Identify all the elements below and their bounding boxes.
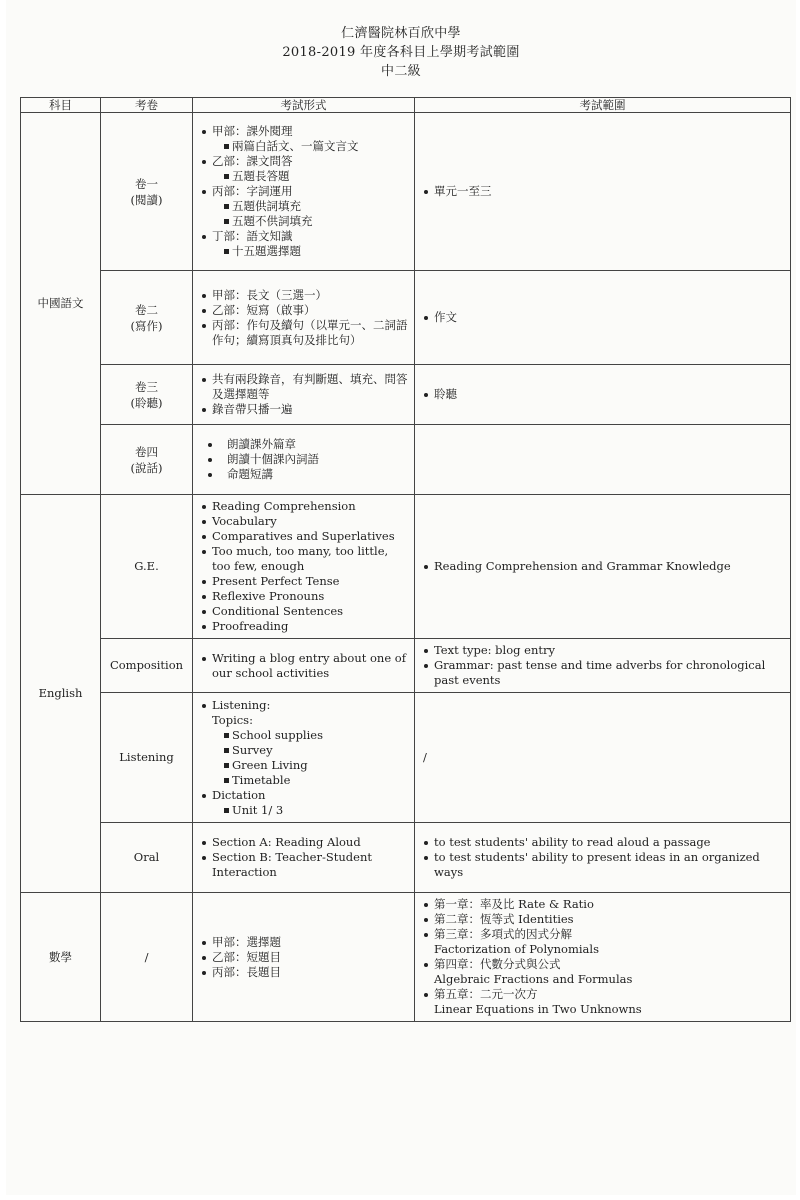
document-header [6, 24, 796, 81]
table-row [21, 823, 791, 893]
table-row [21, 693, 791, 823]
paper-name: 卷三 [135, 379, 158, 394]
subject-math: 數學 [21, 893, 101, 1022]
scope-chinese-4 [415, 425, 791, 495]
format-english-listening [193, 693, 415, 823]
list-item: Too much, too many, too little, too few, enough [201, 544, 408, 574]
format-chinese-1 [193, 113, 415, 271]
school-name: 仁濟醫院林百欣中學 [341, 26, 461, 41]
list-item: 第一章：率及比 Rate & Ratio [423, 897, 784, 912]
paper-english-composition: Composition [101, 639, 193, 693]
list-item: 乙部：短題目 [201, 950, 408, 965]
list-item: Writing a blog entry about one of our school activities [201, 651, 408, 681]
paper-type: (聆聽) [130, 395, 163, 410]
subject-english: English [21, 495, 101, 893]
list-item: Grammar: past tense and time adverbs for chronological past events [423, 658, 784, 688]
subject-chinese: 中國語文 [21, 113, 101, 495]
list-item: 聆聽 [423, 387, 784, 402]
table-row [21, 365, 791, 425]
list-item: 甲部：選擇題 [201, 935, 408, 950]
col-header-scope: 考試範圍 [415, 98, 791, 113]
table-row [21, 271, 791, 365]
paper-chinese-1 [101, 113, 193, 271]
sub-item: 五題長答題 [224, 169, 408, 184]
format-math [193, 893, 415, 1022]
paper-english-oral: Oral [101, 823, 193, 893]
sub-item: School supplies [224, 728, 408, 743]
list-item: 朗讀十個課內詞語 [207, 452, 408, 467]
list-item: 丙部：字詞運用 五題供詞填充 五題不供詞填充 [201, 184, 408, 229]
grade-label: 中二級 [381, 64, 421, 79]
paper-type: (說話) [130, 460, 163, 475]
table-row [21, 893, 791, 1022]
scope-english-ge [415, 495, 791, 639]
list-item: 單元一至三 [423, 184, 784, 199]
paper-chinese-2 [101, 271, 193, 365]
list-item: 第五章：二元一次方 Linear Equations in Two Unknowns [423, 987, 784, 1017]
list-item: 丁部：語文知識 十五題選擇題 [201, 229, 408, 259]
paper-name: 卷二 [135, 302, 158, 317]
list-item: Present Perfect Tense [201, 574, 408, 589]
paper-english-ge: G.E. [101, 495, 193, 639]
document-page [6, 0, 796, 1195]
list-item: Comparatives and Superlatives [201, 529, 408, 544]
paper-type: (寫作) [130, 318, 163, 333]
sub-item: Survey [224, 743, 408, 758]
list-item: 命題短講 [207, 467, 408, 482]
sub-item: 五題供詞填充 [224, 199, 408, 214]
table-row [21, 113, 791, 271]
list-item: 丙部：作句及續句（以單元一、二詞語作句；續寫頂真句及排比句） [201, 318, 408, 348]
sub-item: 十五題選擇題 [224, 244, 408, 259]
list-item: Section A: Reading Aloud [201, 835, 408, 850]
format-chinese-2 [193, 271, 415, 365]
list-item: 錄音帶只播一遍 [201, 402, 408, 417]
list-item: 第四章：代數分式與公式 Algebraic Fractions and Formulas [423, 957, 784, 987]
table-header-row [21, 98, 791, 113]
format-chinese-3 [193, 365, 415, 425]
scope-chinese-2 [415, 271, 791, 365]
paper-type: (閱讀) [130, 192, 163, 207]
list-item: 乙部：課文問答 五題長答題 [201, 154, 408, 184]
list-item: Text type: blog entry [423, 643, 784, 658]
paper-name: 卷一 [135, 176, 158, 191]
list-item: 第三章：多項式的因式分解 Factorization of Polynomials [423, 927, 784, 957]
sub-item: 兩篇白話文、一篇文言文 [224, 139, 408, 154]
paper-chinese-3 [101, 365, 193, 425]
scope-chinese-1 [415, 113, 791, 271]
list-item: 甲部：長文（三選一） [201, 288, 408, 303]
list-item: 乙部：短寫（啟事） [201, 303, 408, 318]
list-item: 作文 [423, 310, 784, 325]
list-item: 第二章：恆等式 Identities [423, 912, 784, 927]
sub-item: Timetable [224, 773, 408, 788]
list-item: Conditional Sentences [201, 604, 408, 619]
table-row [21, 495, 791, 639]
format-english-oral [193, 823, 415, 893]
format-english-ge [193, 495, 415, 639]
format-chinese-4 [193, 425, 415, 495]
document-title: 2018-2019 年度各科目上學期考試範圍 [282, 45, 520, 60]
list-item: Reading Comprehension [201, 499, 408, 514]
col-header-format: 考試形式 [193, 98, 415, 113]
list-item: Vocabulary [201, 514, 408, 529]
exam-syllabus-table [20, 97, 791, 1022]
list-item: 共有兩段錄音，有判斷題、填充、問答及選擇題等 [201, 372, 408, 402]
format-english-composition [193, 639, 415, 693]
table-row [21, 639, 791, 693]
scope-english-oral [415, 823, 791, 893]
sub-item: Green Living [224, 758, 408, 773]
scope-math [415, 893, 791, 1022]
col-header-paper: 考卷 [101, 98, 193, 113]
list-item: Proofreading [201, 619, 408, 634]
list-item: Listening: Topics: School supplies Survey Green Living Timetable [201, 698, 408, 788]
scope-chinese-3 [415, 365, 791, 425]
list-item: 甲部：課外閱理 兩篇白話文、一篇文言文 [201, 124, 408, 154]
list-item: to test students' ability to present ideas in an organized ways [423, 850, 784, 880]
list-item: 丙部：長題目 [201, 965, 408, 980]
list-item: Dictation Unit 1/ 3 [201, 788, 408, 818]
list-item: 朗讀課外篇章 [207, 437, 408, 452]
paper-name: 卷四 [135, 444, 158, 459]
paper-english-listening: Listening [101, 693, 193, 823]
col-header-subject: 科目 [21, 98, 101, 113]
sub-item: 五題不供詞填充 [224, 214, 408, 229]
table-row [21, 425, 791, 495]
scope-english-composition [415, 639, 791, 693]
list-item: Reflexive Pronouns [201, 589, 408, 604]
list-item: to test students' ability to read aloud a passage [423, 835, 784, 850]
sub-item: Unit 1/ 3 [224, 803, 408, 818]
paper-chinese-4 [101, 425, 193, 495]
topics-label: Topics: [212, 712, 253, 727]
scope-english-listening: / [415, 693, 791, 823]
paper-math: / [101, 893, 193, 1022]
list-item: Reading Comprehension and Grammar Knowledge [423, 559, 784, 574]
list-item: Section B: Teacher-Student Interaction [201, 850, 408, 880]
